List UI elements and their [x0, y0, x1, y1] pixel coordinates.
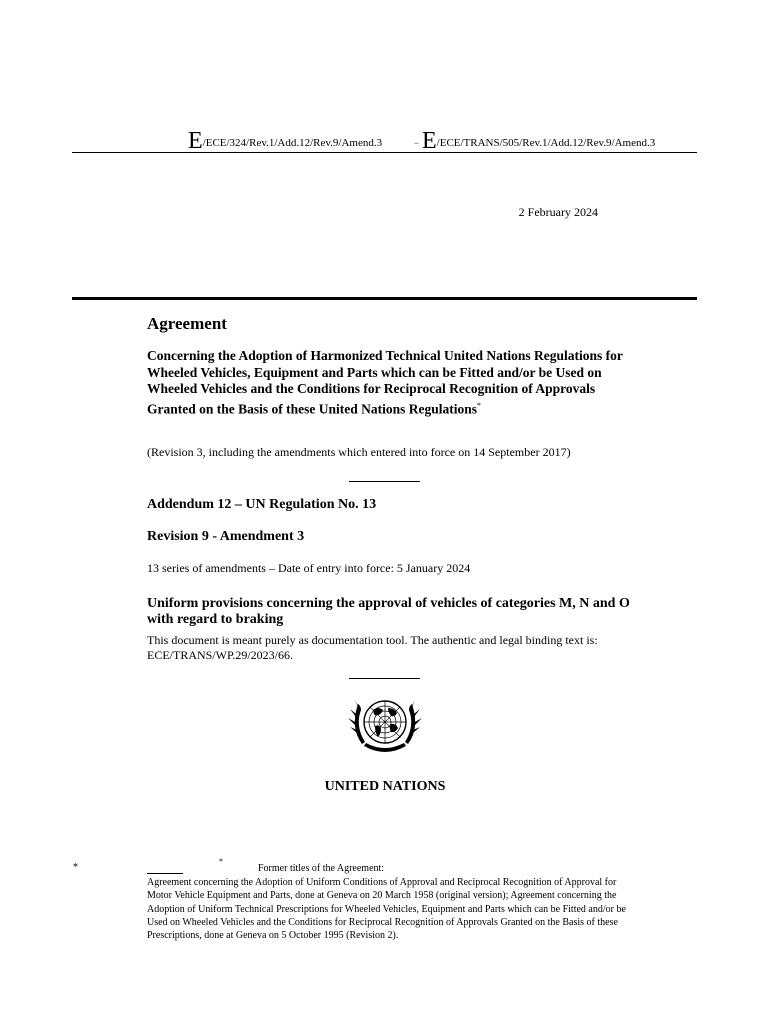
- regulation-title: Uniform provisions concerning the approval of vehicles of categories M, N and O with regard to braking: [147, 596, 630, 627]
- agreement-subtitle: Concerning the Adoption of Harmonized Technical United Nations Regulations for Wheeled Vehicles, Equipment and Parts which can be Fitted and/or be Used on Wheeled Vehicles and the Conditions for Reciprocal Recognition of Approvals Granted on the Basis of these United Nations Regulations*: [147, 348, 623, 416]
- addendum-heading: Addendum 12 – UN Regulation No. 13: [147, 497, 377, 512]
- section-divider: [349, 481, 420, 482]
- revision-amendment-heading: Revision 9 - Amendment 3: [147, 529, 305, 544]
- revision-note: (Revision 3, including the amendments which entered into force on 14 September 2017): [147, 445, 571, 459]
- un-emblem-icon: [340, 688, 430, 760]
- document-symbol-trans: E/ECE/TRANS/505/Rev.1/Add.12/Rev.9/Amend.3: [422, 128, 656, 154]
- section-divider: [349, 678, 420, 679]
- documentation-note: This document is meant purely as documentation tool. The authentic and legal binding text is: ECE/TRANS/WP.29/2023/66.: [147, 633, 598, 662]
- footnote-text: Agreement concerning the Adoption of Uniform Conditions of Approval and Reciprocal Recognition of Approval for Motor Vehicle Equipment and Parts, done at Geneva on 20 March 1958 (original version); Agreement concerning the Adoption of Uniform Technical Prescriptions for Wheeled Vehicles, Equipment and Parts which can be Fitted and/or be Used on Wheeled Vehicles and the Conditions for Reciprocal Recognition of Approvals Granted on the Basis of these Prescriptions, done at Geneva on 5 October 1995 (Revision 2).: [147, 877, 626, 942]
- document-date: 2 February 2024: [518, 205, 598, 219]
- document-symbol-ece: E/ECE/324/Rev.1/Add.12/Rev.9/Amend.3: [188, 128, 383, 154]
- agreement-title: Agreement: [147, 314, 227, 333]
- symbol-separator: −: [414, 138, 420, 148]
- series-note: 13 series of amendments – Date of entry into force: 5 January 2024: [147, 561, 471, 575]
- organization-name: UNITED NATIONS: [324, 779, 446, 794]
- document-symbol-line: [72, 128, 697, 153]
- footnote-marker: *: [73, 862, 78, 873]
- footnote-heading: Former titles of the Agreement:: [258, 863, 385, 874]
- footnote-superscript-marker: *: [219, 857, 223, 866]
- footnote-reference[interactable]: *: [477, 400, 482, 410]
- header-rule: [72, 297, 697, 300]
- footnote-separator: [147, 873, 183, 874]
